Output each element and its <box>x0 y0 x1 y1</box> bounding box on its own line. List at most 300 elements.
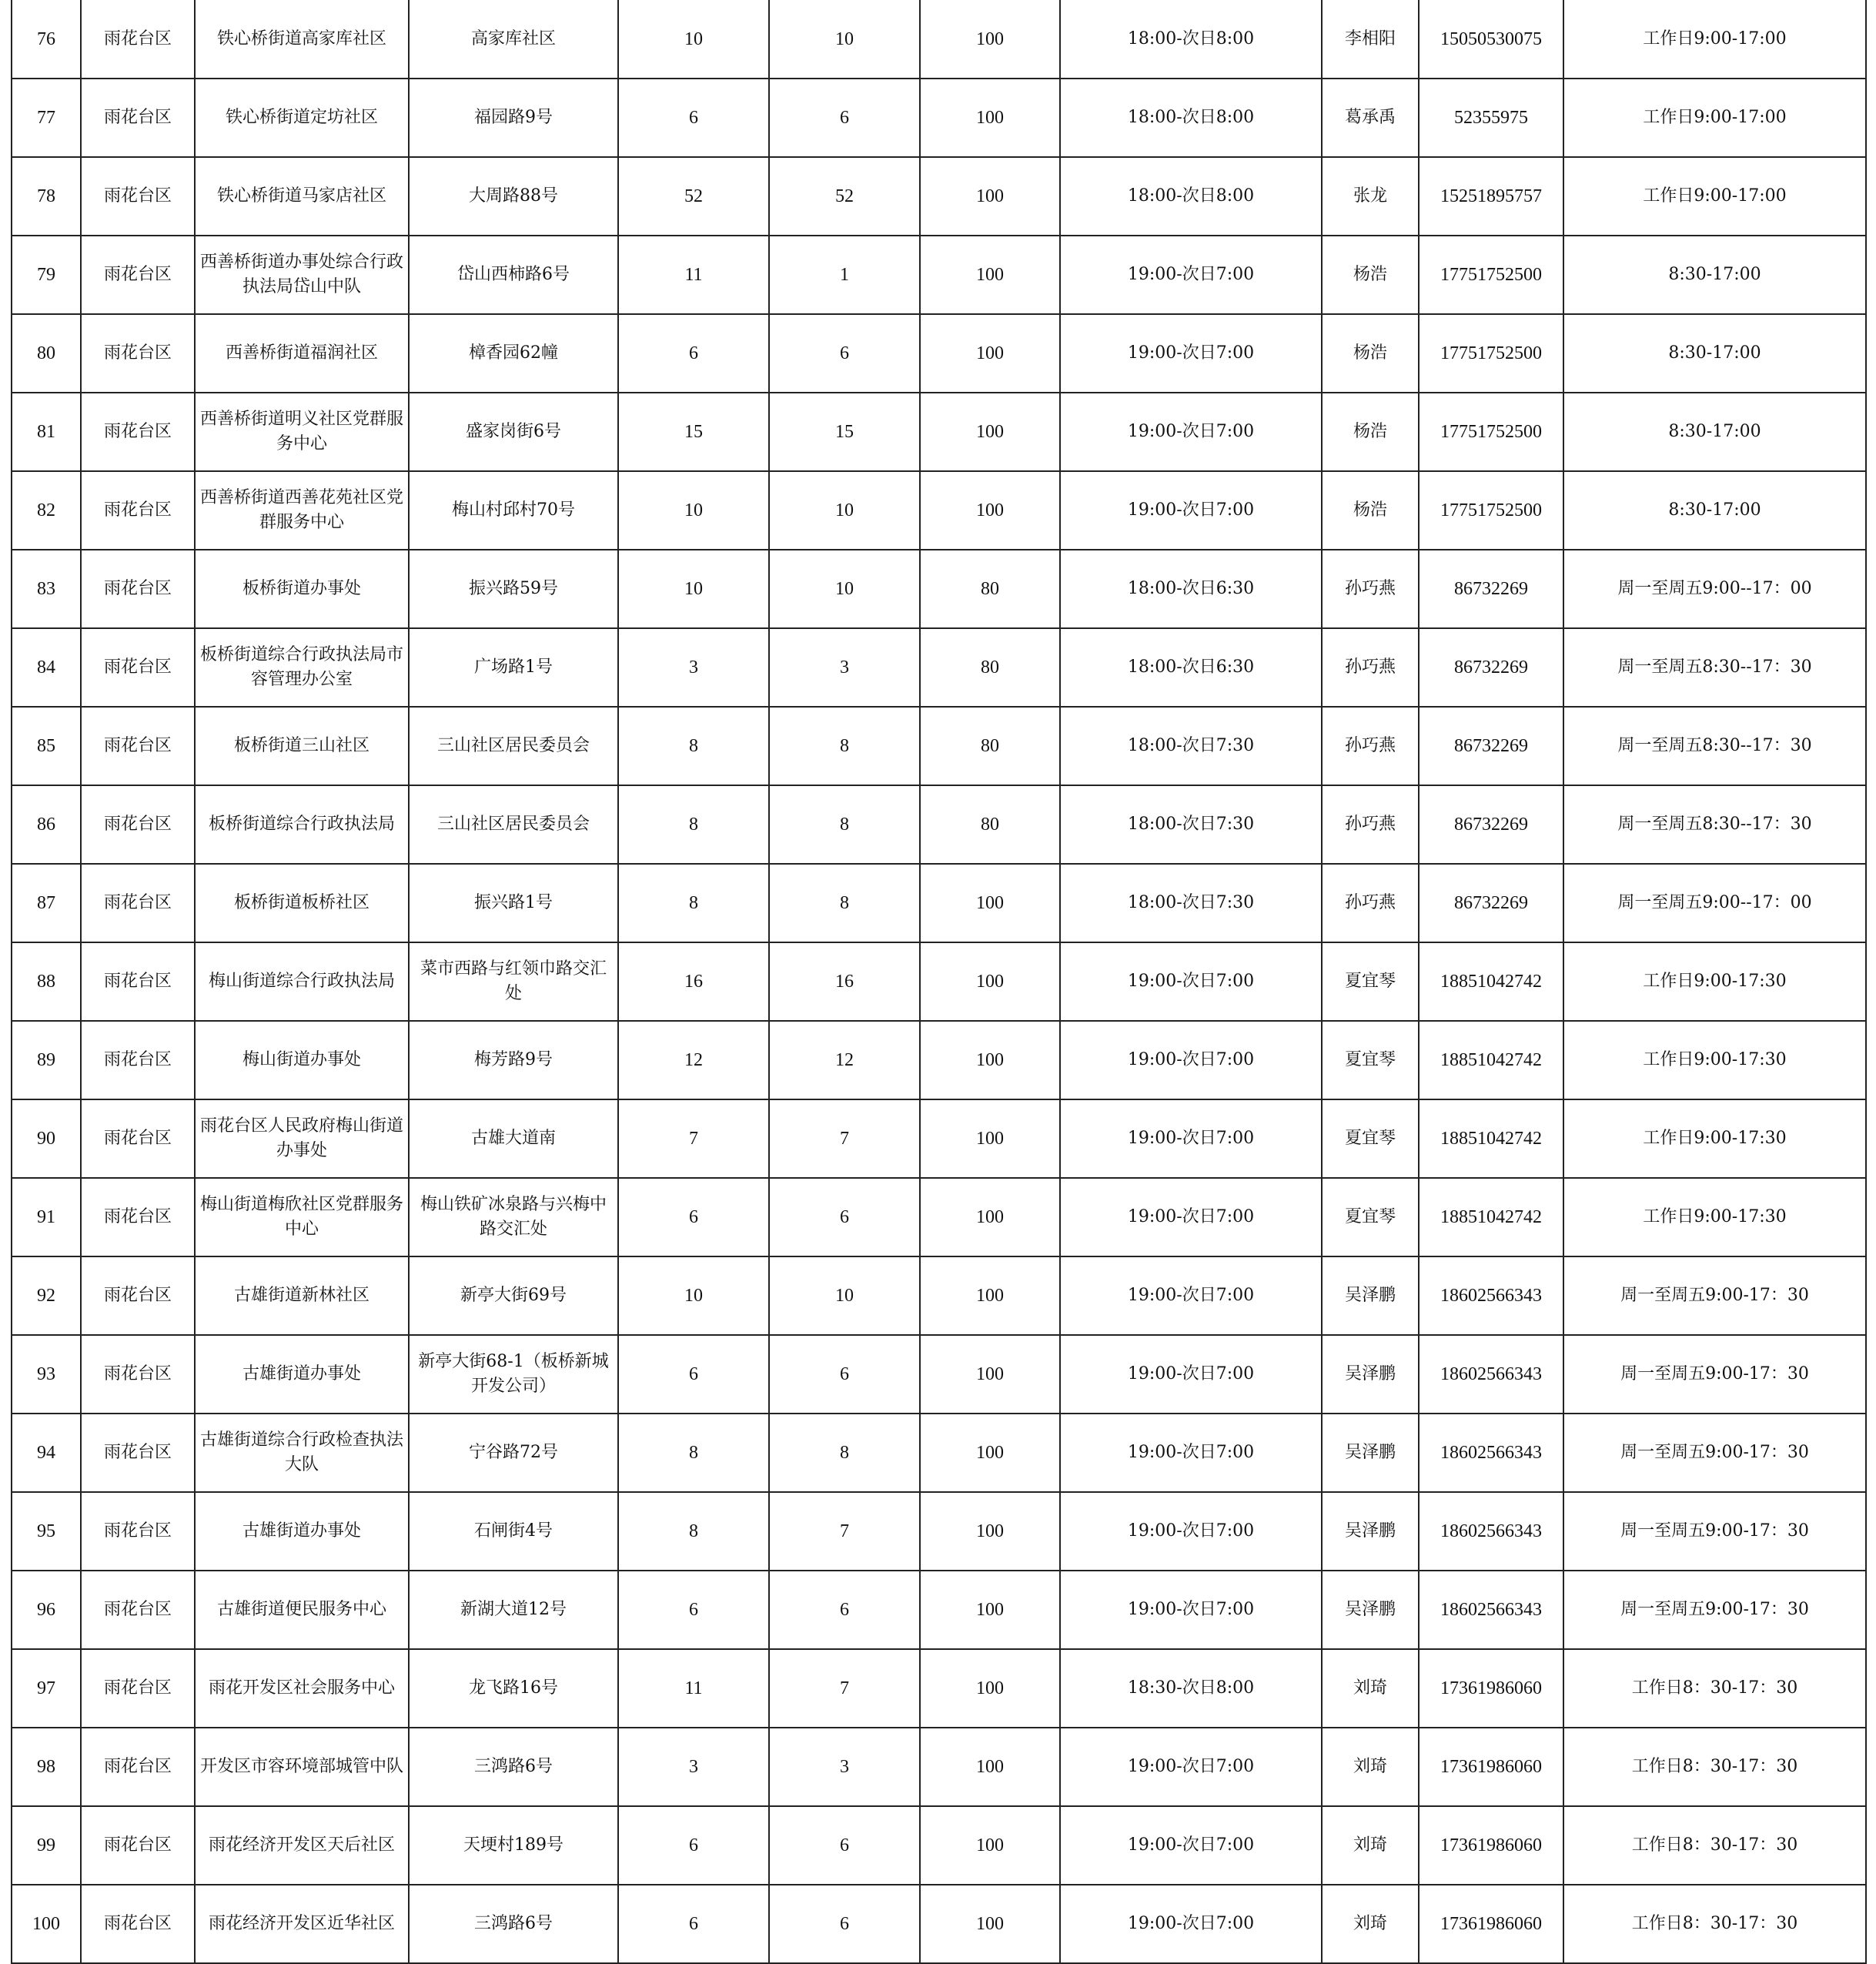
cell-contact-person: 刘琦 <box>1322 1806 1419 1885</box>
cell-fee-free-rate: 100 <box>920 79 1060 157</box>
cell-total-spaces: 52 <box>618 157 769 236</box>
cell-district: 雨花台区 <box>81 79 195 157</box>
cell-fee-free-rate: 100 <box>920 314 1060 393</box>
cell-open-spaces: 6 <box>769 1178 920 1256</box>
cell-open-hours: 19:00-次日7:00 <box>1060 236 1322 314</box>
cell-location-name: 西善桥街道西善花苑社区党群服务中心 <box>195 471 409 550</box>
cell-row-index: 92 <box>12 1256 81 1335</box>
cell-open-spaces: 1 <box>769 236 920 314</box>
cell-location-name: 梅山街道梅欣社区党群服务中心 <box>195 1178 409 1256</box>
cell-address: 梅山村邱村70号 <box>409 471 618 550</box>
cell-open-spaces: 10 <box>769 471 920 550</box>
cell-row-index: 95 <box>12 1492 81 1571</box>
cell-district: 雨花台区 <box>81 393 195 471</box>
cell-location-name: 雨花经济开发区天后社区 <box>195 1806 409 1885</box>
cell-total-spaces: 10 <box>618 471 769 550</box>
cell-fee-free-rate: 100 <box>920 471 1060 550</box>
cell-office-hours: 8:30-17:00 <box>1563 314 1866 393</box>
cell-address: 三山社区居民委员会 <box>409 707 618 785</box>
table-row <box>12 1256 1866 1335</box>
cell-district: 雨花台区 <box>81 1178 195 1256</box>
cell-open-hours: 19:00-次日7:00 <box>1060 1021 1322 1099</box>
table-body <box>12 0 1866 1963</box>
cell-address: 大周路88号 <box>409 157 618 236</box>
cell-row-index: 99 <box>12 1806 81 1885</box>
cell-office-hours: 8:30-17:00 <box>1563 236 1866 314</box>
cell-contact-person: 张龙 <box>1322 157 1419 236</box>
table-row <box>12 0 1866 79</box>
cell-contact-person: 夏宜琴 <box>1322 1178 1419 1256</box>
cell-fee-free-rate: 100 <box>920 1099 1060 1178</box>
cell-district: 雨花台区 <box>81 1021 195 1099</box>
cell-location-name: 铁心桥街道高家库社区 <box>195 0 409 79</box>
cell-district: 雨花台区 <box>81 785 195 864</box>
cell-total-spaces: 6 <box>618 1178 769 1256</box>
table-row <box>12 1335 1866 1414</box>
cell-address: 高家库社区 <box>409 0 618 79</box>
cell-total-spaces: 11 <box>618 236 769 314</box>
cell-open-hours: 19:00-次日7:00 <box>1060 1178 1322 1256</box>
cell-contact-person: 夏宜琴 <box>1322 1099 1419 1178</box>
cell-office-hours: 工作日8：30-17：30 <box>1563 1806 1866 1885</box>
table-row <box>12 1021 1866 1099</box>
cell-office-hours: 工作日9:00-17:00 <box>1563 157 1866 236</box>
cell-open-spaces: 8 <box>769 1414 920 1492</box>
cell-contact-phone: 15251895757 <box>1419 157 1563 236</box>
cell-location-name: 板桥街道板桥社区 <box>195 864 409 942</box>
table-row <box>12 1492 1866 1571</box>
cell-open-hours: 19:00-次日7:00 <box>1060 471 1322 550</box>
cell-open-spaces: 6 <box>769 79 920 157</box>
cell-district: 雨花台区 <box>81 236 195 314</box>
cell-fee-free-rate: 100 <box>920 1806 1060 1885</box>
cell-fee-free-rate: 100 <box>920 1414 1060 1492</box>
cell-office-hours: 工作日9:00-17:30 <box>1563 942 1866 1021</box>
cell-location-name: 板桥街道综合行政执法局 <box>195 785 409 864</box>
cell-contact-phone: 18851042742 <box>1419 1178 1563 1256</box>
cell-open-hours: 19:00-次日7:00 <box>1060 1335 1322 1414</box>
cell-office-hours: 周一至周五9:00--17：00 <box>1563 864 1866 942</box>
cell-total-spaces: 6 <box>618 1885 769 1963</box>
cell-district: 雨花台区 <box>81 628 195 707</box>
cell-row-index: 77 <box>12 79 81 157</box>
cell-address: 振兴路1号 <box>409 864 618 942</box>
cell-contact-phone: 18602566343 <box>1419 1335 1563 1414</box>
cell-open-hours: 19:00-次日7:00 <box>1060 1492 1322 1571</box>
cell-contact-person: 葛承禹 <box>1322 79 1419 157</box>
cell-open-hours: 18:00-次日8:00 <box>1060 157 1322 236</box>
cell-district: 雨花台区 <box>81 1806 195 1885</box>
table-row <box>12 1571 1866 1649</box>
cell-row-index: 94 <box>12 1414 81 1492</box>
cell-total-spaces: 6 <box>618 1335 769 1414</box>
cell-contact-phone: 18851042742 <box>1419 942 1563 1021</box>
cell-contact-person: 孙巧燕 <box>1322 864 1419 942</box>
cell-open-hours: 19:00-次日7:00 <box>1060 1099 1322 1178</box>
cell-district: 雨花台区 <box>81 0 195 79</box>
cell-office-hours: 工作日8：30-17：30 <box>1563 1728 1866 1806</box>
cell-contact-person: 孙巧燕 <box>1322 628 1419 707</box>
cell-contact-person: 杨浩 <box>1322 471 1419 550</box>
cell-contact-phone: 17361986060 <box>1419 1806 1563 1885</box>
cell-contact-person: 吴泽鹏 <box>1322 1256 1419 1335</box>
cell-row-index: 85 <box>12 707 81 785</box>
cell-contact-person: 吴泽鹏 <box>1322 1492 1419 1571</box>
table-row <box>12 785 1866 864</box>
table-row <box>12 471 1866 550</box>
table-row <box>12 1806 1866 1885</box>
cell-row-index: 78 <box>12 157 81 236</box>
cell-location-name: 雨花开发区社会服务中心 <box>195 1649 409 1728</box>
cell-office-hours: 工作日8：30-17：30 <box>1563 1885 1866 1963</box>
cell-open-hours: 18:00-次日7:30 <box>1060 707 1322 785</box>
cell-contact-phone: 52355975 <box>1419 79 1563 157</box>
cell-open-hours: 18:00-次日8:00 <box>1060 0 1322 79</box>
cell-open-hours: 19:00-次日7:00 <box>1060 393 1322 471</box>
cell-fee-free-rate: 100 <box>920 1021 1060 1099</box>
cell-row-index: 98 <box>12 1728 81 1806</box>
cell-address: 三鸿路6号 <box>409 1728 618 1806</box>
cell-location-name: 西善桥街道明义社区党群服务中心 <box>195 393 409 471</box>
cell-location-name: 古雄街道综合行政检查执法大队 <box>195 1414 409 1492</box>
cell-open-hours: 18:00-次日6:30 <box>1060 550 1322 628</box>
cell-address: 岱山西柿路6号 <box>409 236 618 314</box>
cell-fee-free-rate: 100 <box>920 1728 1060 1806</box>
cell-open-spaces: 12 <box>769 1021 920 1099</box>
cell-district: 雨花台区 <box>81 1649 195 1728</box>
cell-contact-phone: 86732269 <box>1419 864 1563 942</box>
cell-contact-person: 吴泽鹏 <box>1322 1571 1419 1649</box>
cell-open-spaces: 7 <box>769 1649 920 1728</box>
cell-contact-phone: 18851042742 <box>1419 1099 1563 1178</box>
table-row <box>12 393 1866 471</box>
cell-row-index: 76 <box>12 0 81 79</box>
cell-row-index: 91 <box>12 1178 81 1256</box>
cell-contact-phone: 17751752500 <box>1419 393 1563 471</box>
cell-location-name: 古雄街道新林社区 <box>195 1256 409 1335</box>
table-row <box>12 1649 1866 1728</box>
cell-office-hours: 周一至周五8:30--17：30 <box>1563 628 1866 707</box>
table-row <box>12 1414 1866 1492</box>
cell-location-name: 雨花经济开发区近华社区 <box>195 1885 409 1963</box>
cell-total-spaces: 10 <box>618 1256 769 1335</box>
cell-fee-free-rate: 80 <box>920 707 1060 785</box>
cell-office-hours: 周一至周五9:00-17：30 <box>1563 1256 1866 1335</box>
cell-office-hours: 工作日9:00-17:30 <box>1563 1099 1866 1178</box>
cell-open-hours: 19:00-次日7:00 <box>1060 1806 1322 1885</box>
cell-total-spaces: 11 <box>618 1649 769 1728</box>
cell-open-hours: 18:30-次日8:00 <box>1060 1649 1322 1728</box>
cell-total-spaces: 8 <box>618 1414 769 1492</box>
cell-fee-free-rate: 100 <box>920 942 1060 1021</box>
cell-district: 雨花台区 <box>81 314 195 393</box>
cell-fee-free-rate: 100 <box>920 1571 1060 1649</box>
cell-address: 菜市西路与红领巾路交汇处 <box>409 942 618 1021</box>
cell-address: 石闸街4号 <box>409 1492 618 1571</box>
cell-fee-free-rate: 100 <box>920 1885 1060 1963</box>
cell-office-hours: 周一至周五9:00-17：30 <box>1563 1492 1866 1571</box>
cell-row-index: 79 <box>12 236 81 314</box>
cell-row-index: 90 <box>12 1099 81 1178</box>
cell-row-index: 81 <box>12 393 81 471</box>
cell-district: 雨花台区 <box>81 1414 195 1492</box>
cell-open-spaces: 3 <box>769 628 920 707</box>
cell-contact-person: 孙巧燕 <box>1322 785 1419 864</box>
cell-contact-person: 孙巧燕 <box>1322 707 1419 785</box>
cell-contact-phone: 18851042742 <box>1419 1021 1563 1099</box>
cell-district: 雨花台区 <box>81 1335 195 1414</box>
cell-contact-person: 夏宜琴 <box>1322 1021 1419 1099</box>
cell-row-index: 96 <box>12 1571 81 1649</box>
cell-contact-phone: 18602566343 <box>1419 1492 1563 1571</box>
cell-office-hours: 周一至周五9:00-17：30 <box>1563 1414 1866 1492</box>
table-row <box>12 1178 1866 1256</box>
cell-address: 宁谷路72号 <box>409 1414 618 1492</box>
cell-fee-free-rate: 100 <box>920 1649 1060 1728</box>
cell-district: 雨花台区 <box>81 157 195 236</box>
parking-table <box>11 0 1867 1964</box>
cell-address: 新亭大街68-1（板桥新城开发公司） <box>409 1335 618 1414</box>
cell-contact-person: 吴泽鹏 <box>1322 1335 1419 1414</box>
cell-fee-free-rate: 100 <box>920 864 1060 942</box>
cell-open-spaces: 8 <box>769 864 920 942</box>
table-row <box>12 236 1866 314</box>
cell-address: 广场路1号 <box>409 628 618 707</box>
cell-contact-person: 吴泽鹏 <box>1322 1414 1419 1492</box>
cell-address: 三山社区居民委员会 <box>409 785 618 864</box>
cell-row-index: 82 <box>12 471 81 550</box>
cell-row-index: 80 <box>12 314 81 393</box>
cell-office-hours: 工作日8：30-17：30 <box>1563 1649 1866 1728</box>
cell-total-spaces: 6 <box>618 79 769 157</box>
cell-fee-free-rate: 100 <box>920 0 1060 79</box>
cell-total-spaces: 7 <box>618 1099 769 1178</box>
cell-total-spaces: 8 <box>618 707 769 785</box>
cell-fee-free-rate: 80 <box>920 550 1060 628</box>
cell-address: 振兴路59号 <box>409 550 618 628</box>
cell-contact-phone: 17751752500 <box>1419 314 1563 393</box>
cell-open-hours: 19:00-次日7:00 <box>1060 942 1322 1021</box>
cell-district: 雨花台区 <box>81 1571 195 1649</box>
cell-fee-free-rate: 80 <box>920 628 1060 707</box>
cell-location-name: 西善桥街道福润社区 <box>195 314 409 393</box>
cell-fee-free-rate: 100 <box>920 393 1060 471</box>
table-row <box>12 1728 1866 1806</box>
cell-district: 雨花台区 <box>81 471 195 550</box>
cell-location-name: 雨花台区人民政府梅山街道办事处 <box>195 1099 409 1178</box>
cell-total-spaces: 8 <box>618 864 769 942</box>
cell-address: 盛家岗街6号 <box>409 393 618 471</box>
cell-open-spaces: 6 <box>769 1806 920 1885</box>
cell-open-spaces: 6 <box>769 1335 920 1414</box>
table-row <box>12 864 1866 942</box>
cell-contact-phone: 18602566343 <box>1419 1414 1563 1492</box>
cell-contact-phone: 17361986060 <box>1419 1885 1563 1963</box>
cell-office-hours: 工作日9:00-17:30 <box>1563 1178 1866 1256</box>
cell-total-spaces: 3 <box>618 1728 769 1806</box>
cell-contact-person: 刘琦 <box>1322 1728 1419 1806</box>
cell-row-index: 89 <box>12 1021 81 1099</box>
cell-contact-phone: 18602566343 <box>1419 1256 1563 1335</box>
cell-contact-phone: 18602566343 <box>1419 1571 1563 1649</box>
cell-office-hours: 周一至周五8:30--17：30 <box>1563 785 1866 864</box>
cell-address: 古雄大道南 <box>409 1099 618 1178</box>
cell-row-index: 97 <box>12 1649 81 1728</box>
cell-open-hours: 18:00-次日7:30 <box>1060 864 1322 942</box>
cell-office-hours: 周一至周五9:00--17：00 <box>1563 550 1866 628</box>
cell-contact-phone: 15050530075 <box>1419 0 1563 79</box>
cell-office-hours: 周一至周五9:00-17：30 <box>1563 1571 1866 1649</box>
cell-open-spaces: 10 <box>769 1256 920 1335</box>
cell-district: 雨花台区 <box>81 1099 195 1178</box>
cell-fee-free-rate: 100 <box>920 157 1060 236</box>
cell-row-index: 88 <box>12 942 81 1021</box>
cell-total-spaces: 8 <box>618 1492 769 1571</box>
cell-district: 雨花台区 <box>81 1728 195 1806</box>
cell-row-index: 84 <box>12 628 81 707</box>
cell-address: 新湖大道12号 <box>409 1571 618 1649</box>
cell-open-hours: 19:00-次日7:00 <box>1060 314 1322 393</box>
cell-contact-person: 杨浩 <box>1322 314 1419 393</box>
cell-total-spaces: 6 <box>618 1571 769 1649</box>
cell-open-spaces: 15 <box>769 393 920 471</box>
cell-district: 雨花台区 <box>81 1492 195 1571</box>
table-row <box>12 1099 1866 1178</box>
cell-open-hours: 18:00-次日8:00 <box>1060 79 1322 157</box>
cell-open-hours: 19:00-次日7:00 <box>1060 1728 1322 1806</box>
cell-contact-phone: 86732269 <box>1419 785 1563 864</box>
table-row <box>12 628 1866 707</box>
cell-total-spaces: 8 <box>618 785 769 864</box>
cell-location-name: 板桥街道三山社区 <box>195 707 409 785</box>
cell-address: 梅芳路9号 <box>409 1021 618 1099</box>
cell-open-hours: 19:00-次日7:00 <box>1060 1414 1322 1492</box>
cell-total-spaces: 15 <box>618 393 769 471</box>
cell-contact-person: 刘琦 <box>1322 1649 1419 1728</box>
cell-open-spaces: 10 <box>769 0 920 79</box>
table-row <box>12 157 1866 236</box>
cell-location-name: 开发区市容环境部城管中队 <box>195 1728 409 1806</box>
cell-contact-person: 杨浩 <box>1322 236 1419 314</box>
cell-fee-free-rate: 100 <box>920 1178 1060 1256</box>
cell-district: 雨花台区 <box>81 1885 195 1963</box>
cell-office-hours: 工作日9:00-17:30 <box>1563 1021 1866 1099</box>
cell-address: 天埂村189号 <box>409 1806 618 1885</box>
cell-location-name: 西善桥街道办事处综合行政执法局岱山中队 <box>195 236 409 314</box>
cell-district: 雨花台区 <box>81 707 195 785</box>
cell-contact-person: 杨浩 <box>1322 393 1419 471</box>
cell-row-index: 83 <box>12 550 81 628</box>
cell-total-spaces: 10 <box>618 550 769 628</box>
table-row <box>12 314 1866 393</box>
cell-open-spaces: 3 <box>769 1728 920 1806</box>
table-row <box>12 707 1866 785</box>
cell-location-name: 板桥街道综合行政执法局市容管理办公室 <box>195 628 409 707</box>
cell-row-index: 86 <box>12 785 81 864</box>
cell-office-hours: 工作日9:00-17:00 <box>1563 0 1866 79</box>
cell-contact-phone: 17361986060 <box>1419 1649 1563 1728</box>
cell-open-hours: 19:00-次日7:00 <box>1060 1885 1322 1963</box>
cell-total-spaces: 16 <box>618 942 769 1021</box>
table-row <box>12 550 1866 628</box>
cell-address: 梅山铁矿冰泉路与兴梅中路交汇处 <box>409 1178 618 1256</box>
cell-contact-person: 李相阳 <box>1322 0 1419 79</box>
cell-location-name: 梅山街道办事处 <box>195 1021 409 1099</box>
cell-district: 雨花台区 <box>81 864 195 942</box>
cell-open-spaces: 7 <box>769 1099 920 1178</box>
cell-open-spaces: 10 <box>769 550 920 628</box>
cell-contact-phone: 17361986060 <box>1419 1728 1563 1806</box>
cell-address: 新亭大街69号 <box>409 1256 618 1335</box>
cell-location-name: 古雄街道办事处 <box>195 1492 409 1571</box>
cell-fee-free-rate: 100 <box>920 1335 1060 1414</box>
cell-contact-person: 孙巧燕 <box>1322 550 1419 628</box>
cell-contact-phone: 17751752500 <box>1419 471 1563 550</box>
cell-location-name: 铁心桥街道定坊社区 <box>195 79 409 157</box>
cell-open-spaces: 52 <box>769 157 920 236</box>
cell-open-spaces: 8 <box>769 785 920 864</box>
cell-total-spaces: 3 <box>618 628 769 707</box>
table-row <box>12 79 1866 157</box>
cell-location-name: 板桥街道办事处 <box>195 550 409 628</box>
cell-address: 樟香园62幢 <box>409 314 618 393</box>
cell-open-hours: 18:00-次日7:30 <box>1060 785 1322 864</box>
cell-open-spaces: 8 <box>769 707 920 785</box>
cell-office-hours: 8:30-17:00 <box>1563 471 1866 550</box>
cell-row-index: 93 <box>12 1335 81 1414</box>
cell-district: 雨花台区 <box>81 942 195 1021</box>
table-row <box>12 1885 1866 1963</box>
cell-office-hours: 工作日9:00-17:00 <box>1563 79 1866 157</box>
cell-fee-free-rate: 80 <box>920 785 1060 864</box>
cell-fee-free-rate: 100 <box>920 1256 1060 1335</box>
cell-contact-person: 夏宜琴 <box>1322 942 1419 1021</box>
cell-open-spaces: 6 <box>769 1885 920 1963</box>
cell-open-spaces: 7 <box>769 1492 920 1571</box>
cell-open-hours: 19:00-次日7:00 <box>1060 1571 1322 1649</box>
cell-address: 龙飞路16号 <box>409 1649 618 1728</box>
cell-open-spaces: 16 <box>769 942 920 1021</box>
cell-contact-phone: 86732269 <box>1419 628 1563 707</box>
cell-office-hours: 周一至周五9:00-17：30 <box>1563 1335 1866 1414</box>
cell-row-index: 100 <box>12 1885 81 1963</box>
cell-contact-person: 刘琦 <box>1322 1885 1419 1963</box>
cell-address: 三鸿路6号 <box>409 1885 618 1963</box>
cell-office-hours: 周一至周五8:30--17：30 <box>1563 707 1866 785</box>
cell-district: 雨花台区 <box>81 550 195 628</box>
cell-location-name: 古雄街道便民服务中心 <box>195 1571 409 1649</box>
cell-open-hours: 18:00-次日6:30 <box>1060 628 1322 707</box>
table-row <box>12 942 1866 1021</box>
cell-fee-free-rate: 100 <box>920 236 1060 314</box>
cell-location-name: 古雄街道办事处 <box>195 1335 409 1414</box>
cell-open-spaces: 6 <box>769 1571 920 1649</box>
cell-contact-phone: 17751752500 <box>1419 236 1563 314</box>
cell-office-hours: 8:30-17:00 <box>1563 393 1866 471</box>
cell-location-name: 铁心桥街道马家店社区 <box>195 157 409 236</box>
cell-fee-free-rate: 100 <box>920 1492 1060 1571</box>
cell-location-name: 梅山街道综合行政执法局 <box>195 942 409 1021</box>
cell-address: 福园路9号 <box>409 79 618 157</box>
cell-open-hours: 19:00-次日7:00 <box>1060 1256 1322 1335</box>
cell-row-index: 87 <box>12 864 81 942</box>
cell-total-spaces: 10 <box>618 0 769 79</box>
cell-total-spaces: 6 <box>618 1806 769 1885</box>
cell-open-spaces: 6 <box>769 314 920 393</box>
cell-total-spaces: 6 <box>618 314 769 393</box>
cell-total-spaces: 12 <box>618 1021 769 1099</box>
cell-district: 雨花台区 <box>81 1256 195 1335</box>
